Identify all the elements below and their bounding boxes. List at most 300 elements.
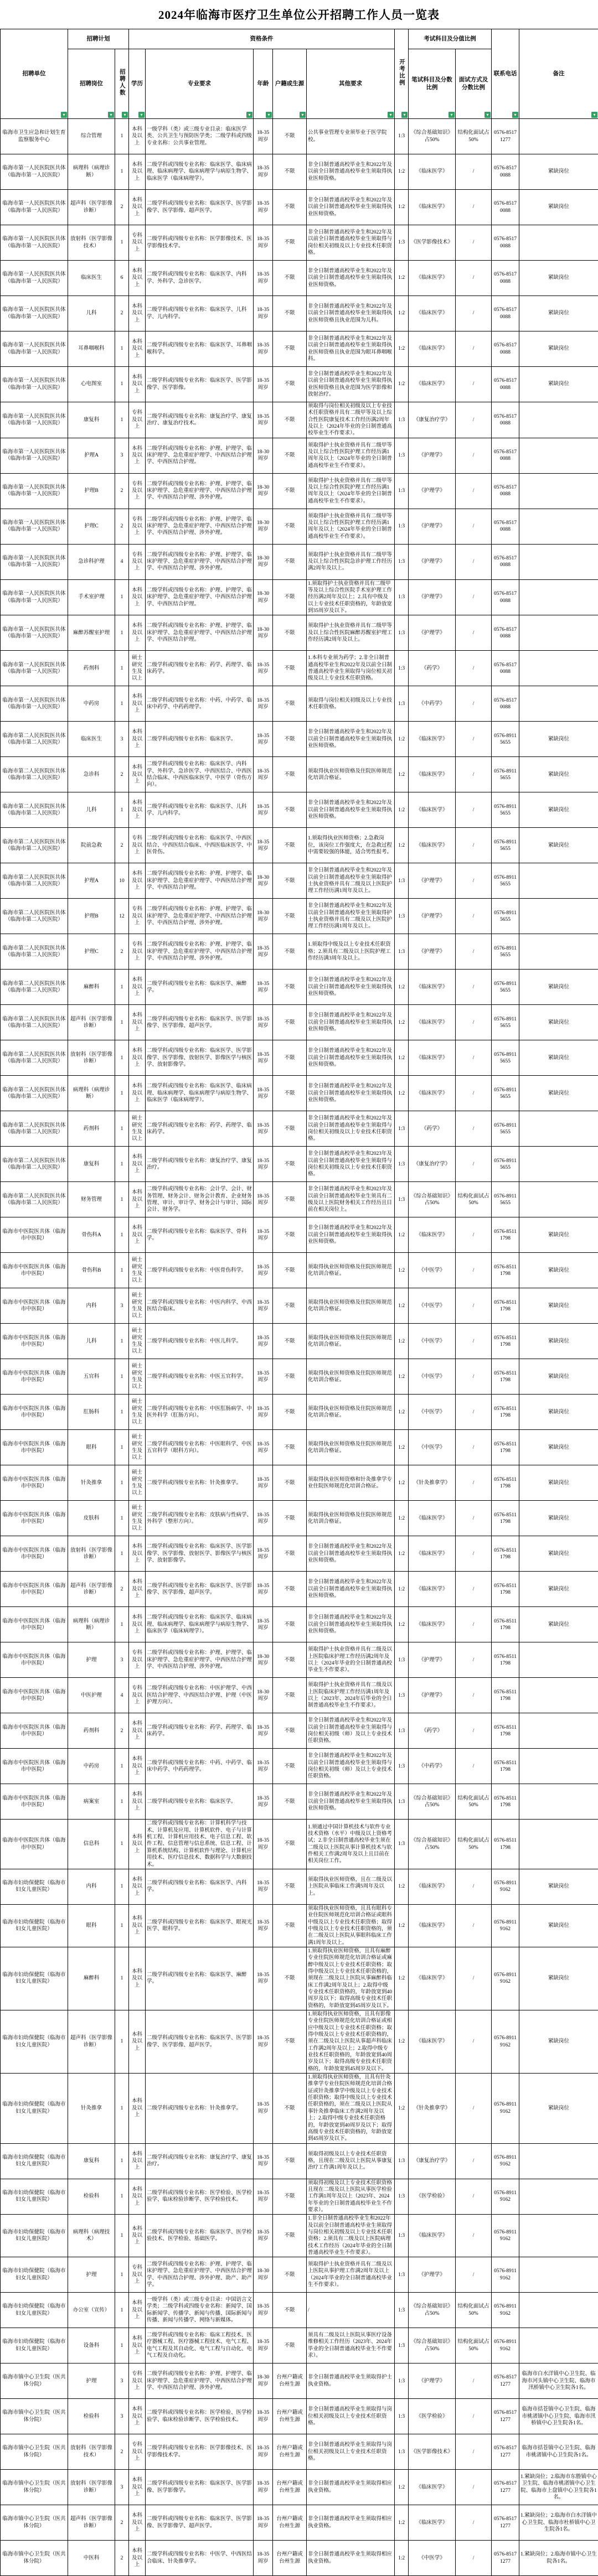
cell-remark: 紧缺岗位 (519, 2010, 598, 2074)
cell-written: 《护理学》 (409, 863, 456, 899)
cell-residence: 台州户籍或台州生源 (273, 2399, 307, 2434)
cell-ratio: 1:2 (395, 792, 409, 828)
table-row (1, 261, 598, 296)
cell-unit: 临海市第一人民医院医共体（临海市第一人民医院） (1, 402, 68, 438)
filter-icon[interactable] (266, 112, 272, 118)
cell-major: 二级学科或四级专业名称：药学、药理学、临床药学。 (146, 1713, 254, 1749)
cell-interview: / (456, 934, 492, 970)
cell-phone: 0576-89115655 (492, 899, 519, 934)
cell-unit: 临海市镇中心卫生院（医共体分院） (1, 2505, 68, 2541)
cell-count: 1 (115, 1607, 129, 1642)
cell-unit: 临海市镇中心卫生院（医共体分院） (1, 2399, 68, 2434)
cell-unit: 临海市中医院医共体（临海市中医院） (1, 1749, 68, 1784)
cell-residence: 不限 (273, 1076, 307, 1111)
table-row (1, 1536, 598, 1572)
cell-residence: 不限 (273, 1749, 307, 1784)
cell-count: 3 (115, 438, 129, 473)
cell-edu: 硕士研究生及以上 (129, 1430, 146, 1465)
cell-remark: 紧缺岗位 (519, 1572, 598, 1607)
cell-phone: 0576-89115655 (492, 934, 519, 970)
cell-residence: 不限 (273, 2257, 307, 2293)
table-row (1, 1111, 598, 1147)
cell-age: 18-35周岁 (254, 2434, 273, 2470)
cell-interview: / (456, 2143, 492, 2179)
cell-other: 非全日制普通高校毕业生和2022年及以前全日制普通高校毕业生须取得与岗位相关初级（师）及以上专业技术任职资格。 (307, 1713, 395, 1749)
cell-interview: / (456, 331, 492, 367)
cell-interview: / (456, 1253, 492, 1288)
cell-residence: 不限 (273, 1147, 307, 1182)
cell-unit: 临海市第二人民医院医共体（临海市第二人民医院） (1, 722, 68, 757)
cell-major: 二级学科或四级专业名称：临床医学、临床病理、临床病理学、临床病理学与病原生物学、临床医学（临床病理学）。 (146, 1076, 254, 1111)
cell-phone: 0576-89119162 (492, 2074, 519, 2143)
filter-icon[interactable] (591, 112, 597, 118)
cell-written: 《护理学》 (409, 1678, 456, 1713)
table-row (1, 402, 598, 438)
cell-edu: 本科及以上 (129, 1147, 146, 1182)
cell-age: 18-35周岁 (254, 1820, 273, 1869)
table-row (1, 1005, 598, 1040)
cell-age: 18-35周岁 (254, 1253, 273, 1288)
cell-edu: 本科及以上 (129, 1904, 146, 1947)
cell-edu: 专科及以上 (129, 509, 146, 544)
filter-icon[interactable] (388, 112, 394, 118)
cell-count: 1 (115, 1111, 129, 1147)
cell-written: 《护理学》 (409, 438, 456, 473)
cell-edu: 本科及以上 (129, 1820, 146, 1869)
cell-major: 二级学科或四级专业名称：医学影像技术、医学影像技术学。 (146, 225, 254, 261)
header-ratio (395, 29, 409, 119)
cell-written: 《临床医学》 (409, 2470, 456, 2505)
cell-edu: 本科及以上 (129, 2143, 146, 2179)
filter-icon[interactable] (108, 112, 114, 118)
cell-unit: 临海市中医院医共体（临海市中医院） (1, 1395, 68, 1430)
cell-ratio: 1:2 (395, 190, 409, 225)
cell-remark (519, 934, 598, 970)
table-row (1, 1040, 598, 1076)
cell-major: 二级学科或四级专业名称：临床医学、麻醉学。 (146, 970, 254, 1005)
cell-unit: 临海市第一人民医院医共体（临海市第一人民医院） (1, 296, 68, 331)
table-row (1, 1217, 598, 1253)
cell-interview: / (456, 544, 492, 579)
cell-unit: 临海市第一人民医院医共体（临海市第一人民医院） (1, 190, 68, 225)
cell-edu: 硕士研究生及以上 (129, 1324, 146, 1359)
cell-age: 18-35周岁 (254, 2179, 273, 2215)
cell-ratio: 1:3 (395, 899, 409, 934)
cell-count: 1 (115, 1501, 129, 1536)
cell-ratio: 1:2 (395, 296, 409, 331)
cell-interview: / (456, 2541, 492, 2576)
cell-position: 针灸推拿 (68, 1465, 115, 1501)
cell-remark: 紧缺岗位 (519, 1947, 598, 2010)
cell-ratio: 1:2 (395, 1430, 409, 1465)
cell-major: 二级学科或四级专业名称：临床医学、医学影像学、医学影像、放射医学、影像医学与核医学、放射影像学。 (146, 1040, 254, 1076)
table-row (1, 1784, 598, 1820)
table-row (1, 1324, 598, 1359)
cell-count: 1 (115, 1040, 129, 1076)
cell-other: 非全日制普通高校毕业生和2022年及以前全日制普通高校毕业生须取得执业医师资格。 (307, 792, 395, 828)
cell-edu: 专科及以上 (129, 402, 146, 438)
cell-edu: 本科及以上 (129, 2010, 146, 2074)
cell-phone: 0576-85170088 (492, 331, 519, 367)
table-row (1, 1749, 598, 1784)
cell-remark: 临海市括苍镇中心卫生院、临海市桃渚镇中心卫生院各1名。 (519, 2434, 598, 2470)
cell-interview: 结构化面试占50% (456, 2293, 492, 2328)
cell-phone: 0576-85111798 (492, 1536, 519, 1572)
cell-count: 2 (115, 2505, 129, 2541)
cell-major: 二级学科或四级专业名称：中医学、中西医结合临床、针灸推拿学。 (146, 2541, 254, 2576)
cell-unit: 临海市中医院医共体（临海市中医院） (1, 1324, 68, 1359)
cell-unit: 临海市第二人民医院医共体（临海市第二人民医院） (1, 757, 68, 792)
cell-residence: 不限 (273, 1111, 307, 1147)
cell-count: 1 (115, 1536, 129, 1572)
cell-age: 18-35周岁 (254, 1005, 273, 1040)
cell-residence: 不限 (273, 367, 307, 402)
cell-residence: 不限 (273, 119, 307, 154)
header-written (409, 49, 456, 119)
cell-remark (519, 1642, 598, 1678)
cell-position: 超声科（医学影像诊断） (68, 2010, 115, 2074)
cell-written: 《临床医学》 (409, 722, 456, 757)
cell-unit: 临海市第一人民医院医共体（临海市第一人民医院） (1, 579, 68, 615)
cell-other: 非全日制普通高校毕业生和2022年及以前全日制普通高校毕业生须取得执业医师资格。 (307, 1040, 395, 1076)
cell-phone: 0576-89115655 (492, 863, 519, 899)
table-row (1, 509, 598, 544)
cell-unit: 临海市卫生应急和计划生育监察服务中心 (1, 119, 68, 154)
table-row (1, 686, 598, 722)
cell-other: 非全日制普通高校毕业生和2022年及以前全日制普通高校毕业生须取得执业医师资格。 (307, 722, 395, 757)
cell-edu: 专科及以上 (129, 1642, 146, 1678)
cell-phone: 0576-85170088 (492, 438, 519, 473)
cell-age: 18-35周岁 (254, 1536, 273, 1572)
cell-unit: 临海市中医院医共体（临海市中医院） (1, 1642, 68, 1678)
table-row (1, 1182, 598, 1217)
cell-major: 二级学科或四级专业名称：临床医学、临床病理、临床病理学、临床病理学与病原生物学、临床医学（临床病理学）。 (146, 154, 254, 190)
cell-edu: 本科及以上 (129, 863, 146, 899)
cell-ratio: 1:3 (395, 2364, 409, 2399)
table-row (1, 2364, 598, 2399)
cell-unit: 临海市第一人民医院医共体（临海市第一人民医院） (1, 686, 68, 722)
cell-residence: 不限 (273, 1536, 307, 1572)
cell-interview: / (456, 686, 492, 722)
cell-interview: / (456, 2179, 492, 2215)
cell-age: 18-35周岁 (254, 1182, 273, 1217)
cell-position: 护理 (68, 2364, 115, 2399)
cell-residence: 台州户籍或台州生源 (273, 2434, 307, 2470)
cell-residence: 不限 (273, 970, 307, 1005)
cell-ratio: 1:2 (395, 1947, 409, 2010)
table-row (1, 722, 598, 757)
cell-position: 中药房 (68, 686, 115, 722)
cell-interview: / (456, 438, 492, 473)
cell-unit: 临海市镇中心卫生院（医共体分院） (1, 2470, 68, 2505)
cell-remark (519, 863, 598, 899)
cell-phone: 0576-89115655 (492, 970, 519, 1005)
cell-count: 1 (115, 1904, 129, 1947)
cell-residence: 台州户籍或台州生源 (273, 2470, 307, 2505)
cell-written: 《医学影像技术》 (409, 225, 456, 261)
cell-unit: 临海市第一人民医院医共体（临海市第一人民医院） (1, 225, 68, 261)
cell-unit: 临海市第一人民医院医共体（临海市第一人民医院） (1, 509, 68, 544)
cell-major: 一级学科（类）或三级专业目录：临床医学类、公共卫生与预防医学类；二级学科或四级专业名称：公共事业管理。 (146, 119, 254, 154)
filter-icon[interactable] (138, 112, 145, 118)
cell-written: 《中医学》 (409, 1288, 456, 1324)
cell-written: 《临床医学》 (409, 1076, 456, 1111)
cell-edu: 硕士研究生及以上 (129, 651, 146, 686)
header-written-label: 笔试科目及分数比例 (411, 77, 452, 91)
cell-other: 非全日制普通高校毕业生须取得相应执业资格。 (307, 2470, 395, 2505)
cell-edu: 本科及以上 (129, 1607, 146, 1642)
table-row (1, 296, 598, 331)
cell-residence: 不限 (273, 1713, 307, 1749)
cell-remark: 紧缺岗位 (519, 367, 598, 402)
cell-major: 二级学科或四级专业名称：护理、护理学、临床护理学、急危重症护理学、中西医结合护理学、中西医结合护理、涉外护理、助产、助产学。 (146, 2257, 254, 2293)
cell-remark: 紧缺岗位 (519, 1465, 598, 1501)
cell-major: 二级学科或四级专业名称：临床医学、内科学、外科学、急诊医学、中西医结合、中西医结合临床、中西医临床医学、中医学（骨伤方向）。 (146, 757, 254, 792)
title-bar (0, 0, 598, 29)
cell-unit: 临海市妇幼保健院（临海市妇女儿童医院） (1, 2143, 68, 2179)
cell-count: 2 (115, 509, 129, 544)
cell-age: 18-35周岁 (254, 722, 273, 757)
cell-phone: 0576-85111798 (492, 1359, 519, 1395)
cell-residence: 不限 (273, 579, 307, 615)
cell-position: 眼科 (68, 1904, 115, 1947)
cell-edu: 本科及以上 (129, 2328, 146, 2364)
cell-age: 18-30周岁 (254, 2257, 273, 2293)
cell-age: 18-35周岁 (254, 1111, 273, 1147)
cell-age: 18-35周岁 (254, 1713, 273, 1749)
cell-other: 非全日制普通高校毕业生和2022年及以前全日制普通高校毕业生须取得执业医师资格。 (307, 1005, 395, 1040)
cell-residence: 不限 (273, 792, 307, 828)
cell-count: 3 (115, 2470, 129, 2505)
cell-major: 二级学科或四级专业名称：临床医学、医学影像学、医学影像。 (146, 367, 254, 402)
cell-interview: / (456, 402, 492, 438)
table-row (1, 2434, 598, 2470)
cell-major: 二级学科或四级专业名称：护理、护理学、临床护理学、急危重症护理学、中西医结合护理学、中西医结合护理、涉外护理。 (146, 2364, 254, 2399)
cell-other: 须取得执业医师资格及住院医师规范化培训合格证。 (307, 757, 395, 792)
cell-interview: / (456, 615, 492, 651)
cell-position: 放射科（医学影像技术） (68, 2434, 115, 2470)
filter-icon[interactable] (61, 112, 67, 118)
header-remark-label: 备注 (553, 71, 565, 77)
cell-remark (519, 1784, 598, 1820)
cell-ratio: 1:3 (395, 1147, 409, 1182)
filter-icon[interactable] (484, 112, 491, 118)
cell-other: 非全日制普通高校毕业生和2022年及以前全日制普通高校毕业生须取得执业医师资格。 (307, 1536, 395, 1572)
cell-age: 18-35周岁 (254, 2215, 273, 2257)
cell-phone: 0576-85111798 (492, 1749, 519, 1784)
filter-icon[interactable] (300, 112, 306, 118)
cell-written: 《康复治疗学》 (409, 1147, 456, 1182)
cell-other: 1.须取得护士执业资格并具有二级甲等及以上综合性医院手术室护理工作经历满2周年及以上；2.具有中级及以上专业技术任职资格的，年龄放宽到35周岁及以下。 (307, 579, 395, 615)
cell-age: 18-35周岁 (254, 2010, 273, 2074)
cell-major: 二级学科或四级专业名称：临床医学、医学影像、医学影像学、超声医学。 (146, 2505, 254, 2541)
cell-interview: / (456, 1642, 492, 1678)
table-row (1, 2179, 598, 2215)
cell-unit: 临海市中医院医共体（临海市中医院） (1, 1713, 68, 1749)
filter-icon[interactable] (401, 112, 408, 118)
cell-remark (519, 2257, 598, 2293)
cell-other: 非全日制普通高校毕业生和2022年及以前全日制普通高校毕业生须取得与岗位相关初级（师）及以上专业技术任职资格。 (307, 1749, 395, 1784)
cell-written: 《综合基础知识》占50% (409, 1784, 456, 1820)
cell-residence: 不限 (273, 722, 307, 757)
table-row (1, 651, 598, 686)
cell-edu: 本科及以上 (129, 579, 146, 615)
cell-phone: 0576-85111798 (492, 1820, 519, 1869)
cell-age: 18-35周岁 (254, 2505, 273, 2541)
cell-other: 1.须取得执业医师资格；2.急救岗位，该岗位工作强度大，在急救过程中需要较强的体能，适合男性报考。 (307, 828, 395, 863)
table-row (1, 2399, 598, 2434)
cell-remark: 紧缺岗位 (519, 1501, 598, 1536)
cell-remark: 紧缺岗位 (519, 1536, 598, 1572)
cell-unit: 临海市第二人民医院医共体（临海市第二人民医院） (1, 828, 68, 863)
filter-icon[interactable] (448, 112, 455, 118)
cell-unit: 临海市第一人民医院医共体（临海市第一人民医院） (1, 544, 68, 579)
table-row (1, 1607, 598, 1642)
cell-phone: 0576-89119162 (492, 2010, 519, 2074)
cell-other: 须取得执业医师资格，且具有眼科专业住院医师规范化培训合格证或眼科中级及以上专业技术任职资格；取得中级及以上专业技术任职资格的，须在二级及以上医院从事眼科临床工作满1周年及以上。 (307, 1904, 395, 1947)
cell-phone: 0576-85170088 (492, 367, 519, 402)
cell-ratio: 1:3 (395, 2179, 409, 2215)
table-row (1, 579, 598, 615)
cell-edu: 专科及以上 (129, 473, 146, 509)
table-row (1, 2328, 598, 2364)
cell-ratio: 1:3 (395, 2434, 409, 2470)
header-phone (492, 29, 519, 119)
cell-residence: 不限 (273, 2293, 307, 2328)
filter-icon[interactable] (512, 112, 518, 118)
cell-count: 1 (115, 1749, 129, 1784)
cell-remark (519, 1713, 598, 1749)
cell-edu: 硕士研究生及以上 (129, 1253, 146, 1288)
cell-interview: 结构化面试占50% (456, 1820, 492, 1869)
cell-phone: 0576-85170088 (492, 296, 519, 331)
cell-ratio: 1:2 (395, 2074, 409, 2143)
cell-major: 二级学科或四级专业名称：康复治疗学、康复治疗。 (146, 2143, 254, 2179)
cell-phone: 0576-85171277 (492, 119, 519, 154)
cell-ratio: 1:2 (395, 722, 409, 757)
table-row (1, 1869, 598, 1904)
cell-edu: 硕士研究生及以上 (129, 1288, 146, 1324)
cell-phone: 0576-85171277 (492, 2364, 519, 2399)
cell-interview: 结构化面试占50% (456, 119, 492, 154)
cell-age: 18-30周岁 (254, 2364, 273, 2399)
cell-position: 眼科 (68, 1430, 115, 1465)
cell-ratio: 1:3 (395, 1642, 409, 1678)
cell-position: 检验科 (68, 2399, 115, 2434)
header-age (254, 49, 273, 119)
cell-count: 1 (115, 686, 129, 722)
cell-major: 二级学科或四级专业名称：计算机科学与技术、计算机及应用、计算机软件、电子与计算机工程、计算机应用技术、电子信息工程、软件工程、信息管理与信息系统、信息工程、计算机系统结构、计算机软件与理论、计算机应用技术、医疗信息技术、数据科学与大数据技术。 (146, 1820, 254, 1869)
cell-other: 非全日制普通高校毕业生和2023年及以前全日制普通高校毕业生须取得与岗位相关初级及以上专业技术任职资格。 (307, 1147, 395, 1182)
cell-interview: / (456, 509, 492, 544)
cell-major: 二级学科或四级专业名称：医学检验、医学检验学、临床检验诊断学、医学检验技术。 (146, 2179, 254, 2215)
cell-other: 非全日制普通高校毕业生和2022年及以前全日制普通高校毕业生须取得护士执业资格并具有二级及以上医院护理工作经历满1周年及以上。 (307, 899, 395, 934)
cell-ratio: 1:2 (395, 261, 409, 296)
cell-ratio: 1:3 (395, 438, 409, 473)
cell-ratio: 1:2 (395, 1359, 409, 1395)
cell-remark (519, 615, 598, 651)
cell-residence: 不限 (273, 225, 307, 261)
cell-phone: 0576-85111798 (492, 1288, 519, 1324)
cell-remark: 紧缺岗位 (519, 1217, 598, 1253)
cell-other: 须取得执业医师资格及住院医师规范化培训合格证。 (307, 1253, 395, 1288)
cell-residence: 不限 (273, 438, 307, 473)
cell-ratio: 1:2 (395, 1217, 409, 1253)
cell-other: 非全日制普通高校毕业生和2022年及以前全日制普通高校毕业生须取得与岗位相关初级及以上专业技术任职资格。 (307, 225, 395, 261)
cell-phone: 0576-85170088 (492, 154, 519, 190)
cell-edu: 本科及以上 (129, 190, 146, 225)
cell-unit: 临海市中医院医共体（临海市中医院） (1, 1678, 68, 1713)
cell-ratio: 1:3 (395, 863, 409, 899)
header-qualification-label: 资格条件 (250, 36, 274, 42)
cell-age: 18-35周岁 (254, 2399, 273, 2434)
cell-interview: / (456, 2074, 492, 2143)
cell-major: 二级学科或四级专业名称：临床工程技术、医疗器械工程、医疗器械工程技术、电气工程、电气工程及其自动化、电气工程与自动化、电气工程及自动化。 (146, 2328, 254, 2364)
cell-major: 二级学科或四级专业名称：临床医学、儿科学、儿内科学。 (146, 296, 254, 331)
cell-interview: / (456, 296, 492, 331)
cell-edu: 本科及以上 (129, 331, 146, 367)
cell-major: 二级学科或四级专业名称：中医眼科学、中医五官科学（眼科方向）。 (146, 1430, 254, 1465)
cell-unit: 临海市中医院医共体（临海市中医院） (1, 1607, 68, 1642)
cell-edu: 专科及以上 (129, 2434, 146, 2470)
table-row (1, 438, 598, 473)
cell-unit: 临海市第一人民医院医共体（临海市第一人民医院） (1, 261, 68, 296)
header-education (129, 49, 146, 119)
cell-count: 2 (115, 296, 129, 331)
cell-ratio: 1:3 (395, 1784, 409, 1820)
table-row (1, 1076, 598, 1111)
cell-phone: 0576-89115655 (492, 722, 519, 757)
cell-edu: 本科及以上 (129, 1869, 146, 1904)
cell-edu: 本科及以上 (129, 154, 146, 190)
cell-ratio: 1:2 (395, 1904, 409, 1947)
cell-ratio: 1:2 (395, 331, 409, 367)
filter-icon[interactable] (122, 112, 128, 118)
cell-position: 检验科 (68, 2179, 115, 2215)
cell-count: 1 (115, 225, 129, 261)
cell-unit: 临海市中医院医共体（临海市中医院） (1, 1572, 68, 1607)
cell-major: 二级学科或四级专业名称：中医儿科学。 (146, 1324, 254, 1359)
cell-residence: 不限 (273, 1869, 307, 1904)
cell-ratio: 1:3 (395, 2328, 409, 2364)
cell-interview: / (456, 1869, 492, 1904)
cell-unit: 临海市妇幼保健院（临海市妇女儿童医院） (1, 2293, 68, 2328)
cell-age: 18-35周岁 (254, 225, 273, 261)
cell-written: 《护理学》 (409, 509, 456, 544)
cell-ratio: 1:3 (395, 1111, 409, 1147)
cell-age: 18-30周岁 (254, 438, 273, 473)
cell-written: 《临床医学》 (409, 154, 456, 190)
cell-count: 6 (115, 261, 129, 296)
cell-edu: 本科及以上 (129, 1536, 146, 1572)
cell-residence: 不限 (273, 828, 307, 863)
cell-age: 18-35周岁 (254, 154, 273, 190)
cell-residence: 不限 (273, 2215, 307, 2257)
filter-icon[interactable] (246, 112, 252, 118)
cell-residence: 不限 (273, 1820, 307, 1869)
cell-count: 1 (115, 331, 129, 367)
cell-written: 《临床医学》 (409, 1869, 456, 1904)
cell-remark: 紧缺岗位 (519, 1607, 598, 1642)
cell-residence: 不限 (273, 154, 307, 190)
cell-age: 18-35周岁 (254, 651, 273, 686)
cell-age: 18-35周岁 (254, 119, 273, 154)
cell-remark (519, 119, 598, 154)
cell-age: 18-35周岁 (254, 1147, 273, 1182)
cell-edu: 硕士研究生及以上 (129, 1465, 146, 1501)
cell-written: 《中医学》 (409, 1430, 456, 1465)
header-major (146, 49, 254, 119)
